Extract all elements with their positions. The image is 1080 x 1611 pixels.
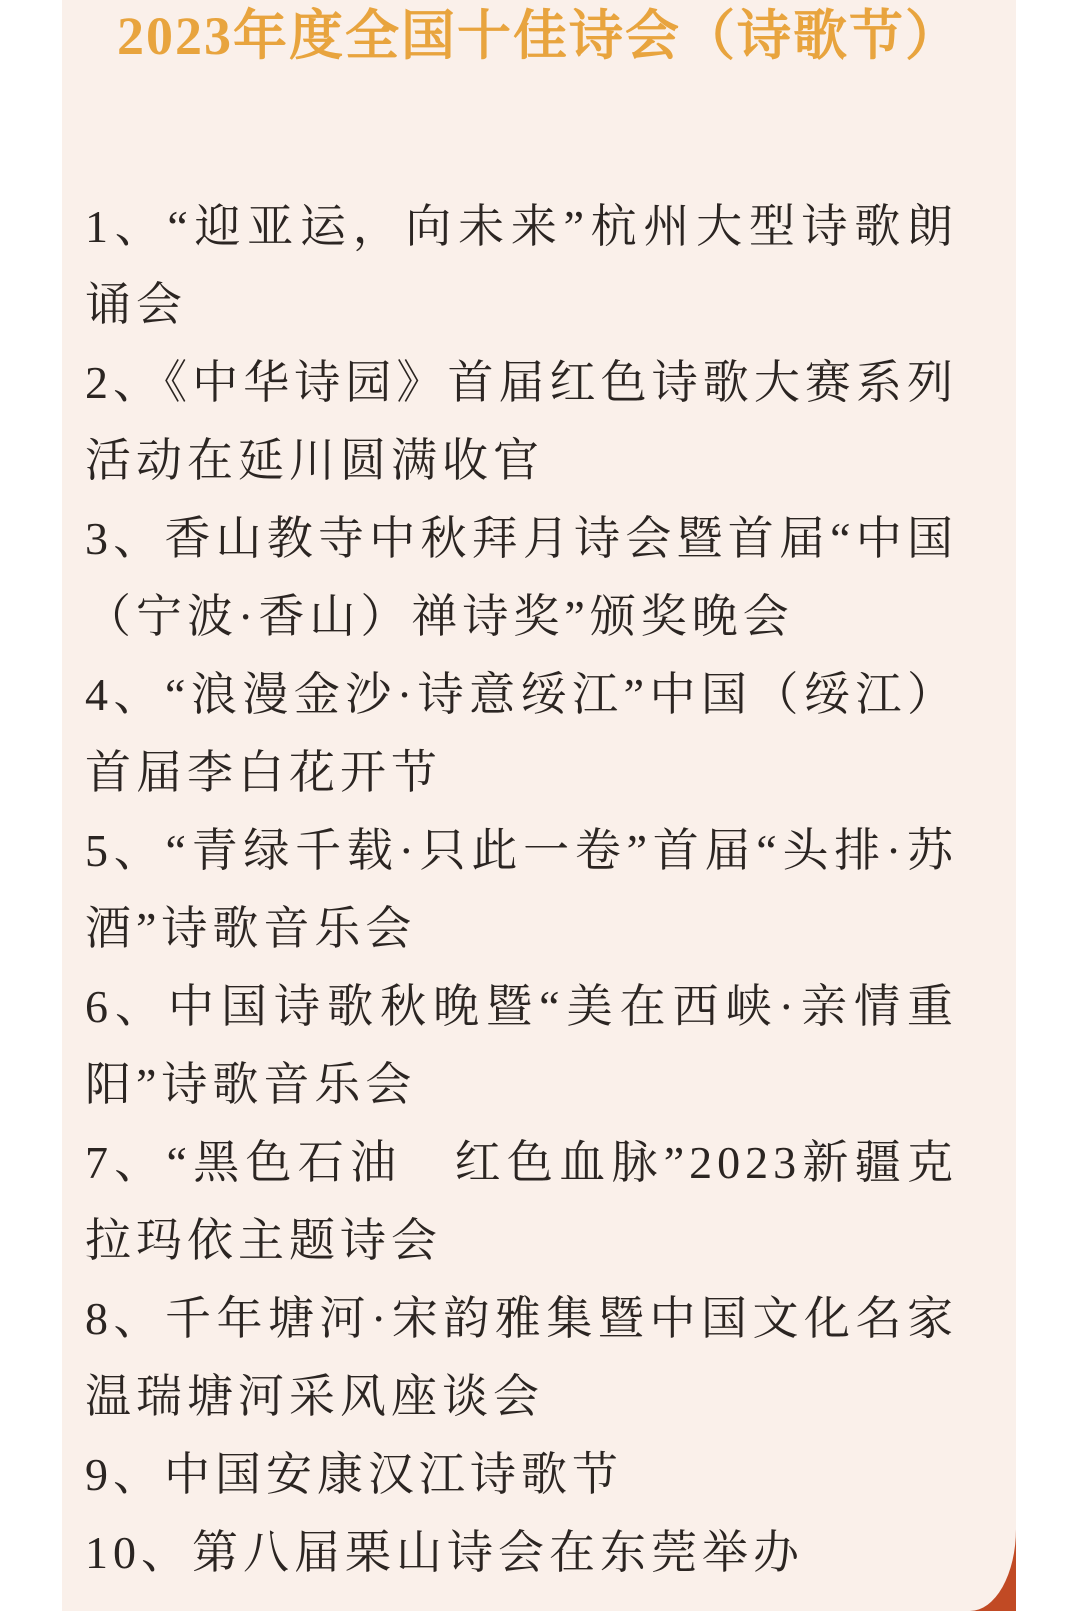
list-item: 7、“黑色石油 红色血脉”2023新疆克拉玛依主题诗会 (85, 1137, 958, 1266)
list-item: 2、《中华诗园》首届红色诗歌大赛系列活动在延川圆满收官 (85, 357, 958, 486)
list-item: 9、中国安康汉江诗歌节 (85, 1449, 623, 1500)
list-item: 8、千年塘河·宋韵雅集暨中国文化名家温瑞塘河采风座谈会 (85, 1293, 958, 1422)
list-item: 3、香山教寺中秋拜月诗会暨首届“中国（宁波·香山）禅诗奖”颁奖晚会 (85, 513, 958, 642)
list-item: 1、“迎亚运，向未来”杭州大型诗歌朗诵会 (85, 201, 958, 330)
list-item: 4、“浪漫金沙·诗意绥江”中国（绥江）首届李白花开节 (85, 669, 958, 798)
content-card (62, 0, 1016, 1611)
page-title: 2023年度全国十佳诗会（诗歌节） (117, 6, 961, 66)
list-item: 5、“青绿千载·只此一卷”首届“头排·苏酒”诗歌音乐会 (85, 825, 958, 954)
poetry-event-list (85, 188, 958, 1592)
list-item: 6、中国诗歌秋晚暨“美在西峡·亲情重阳”诗歌音乐会 (85, 981, 958, 1110)
list-item: 10、第八届栗山诗会在东莞举办 (85, 1527, 804, 1578)
